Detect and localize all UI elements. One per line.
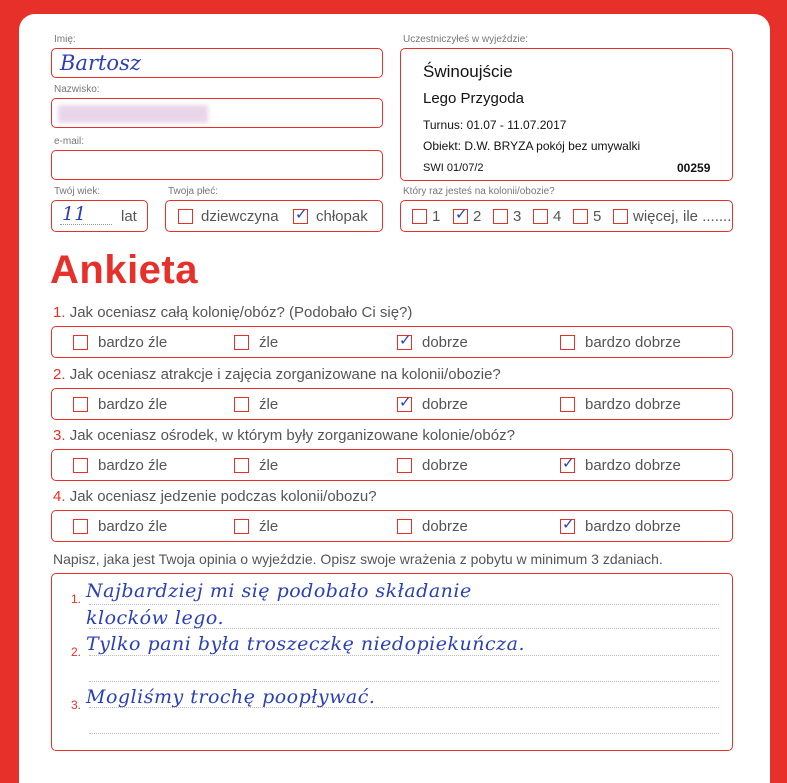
rating-checkbox[interactable] — [234, 397, 249, 412]
times-checkbox-3[interactable] — [493, 209, 508, 224]
answer-3: Mogliśmy trochę poopływać. — [86, 686, 376, 708]
question-number: 4. — [53, 488, 66, 505]
rating-option-label: bardzo dobrze — [585, 457, 681, 474]
rating-option-label: bardzo dobrze — [585, 518, 681, 535]
age-label: Twój wiek: — [54, 186, 101, 197]
rating-checkbox[interactable] — [560, 335, 575, 350]
question-text: Jak oceniasz ośrodek, w którym były zorganizowane kolonie/obóz? — [69, 427, 515, 444]
redacted-surname — [58, 105, 208, 123]
rating-row-3 — [51, 449, 733, 481]
age-unit: lat — [121, 208, 137, 225]
question-number: 3. — [53, 427, 66, 444]
question-number: 2. — [53, 366, 66, 383]
times-label: Który raz jesteś na kolonii/obozie? — [403, 186, 555, 197]
trip-number: 00259 — [677, 161, 711, 175]
rating-checkbox[interactable] — [234, 458, 249, 473]
answer-line — [89, 655, 719, 656]
rating-option-label: źle — [259, 457, 279, 474]
checkmark-icon: ✓ — [399, 331, 412, 349]
rating-checkbox[interactable] — [73, 458, 88, 473]
age-dotted-line — [60, 224, 112, 225]
rating-checkbox[interactable] — [73, 335, 88, 350]
question-4 — [53, 488, 377, 505]
times-option-more: więcej, ile ....... — [633, 208, 732, 225]
email-field[interactable] — [51, 150, 383, 180]
answer-number: 3. — [71, 698, 82, 712]
rating-option-label: bardzo źle — [98, 396, 168, 413]
times-field — [400, 200, 733, 232]
answer-1-continued: klocków lego. — [86, 607, 225, 629]
rating-checkbox[interactable] — [397, 519, 412, 534]
email-label: e-mail: — [54, 136, 85, 147]
rating-checkbox[interactable] — [73, 397, 88, 412]
rating-checkbox[interactable] — [397, 393, 412, 412]
name-label: Imię: — [54, 34, 76, 45]
rating-option-label: dobrze — [422, 334, 468, 351]
checkmark-icon: ✓ — [562, 454, 575, 472]
rating-option-label: źle — [259, 396, 279, 413]
question-2 — [53, 366, 501, 383]
question-number: 1. — [53, 304, 66, 321]
answer-line — [89, 604, 719, 605]
times-option-1: 1 — [432, 208, 441, 225]
rating-option-label: źle — [259, 518, 279, 535]
gender-option-boy: chłopak — [316, 208, 368, 225]
name-value: Bartosz — [60, 51, 141, 75]
rating-row-2 — [51, 388, 733, 420]
trip-obiekt: Obiekt: D.W. BRYZA pokój bez umywalki — [423, 139, 641, 153]
gender-checkbox-girl[interactable] — [178, 209, 193, 224]
times-option-5: 5 — [593, 208, 602, 225]
question-1 — [53, 304, 412, 321]
rating-row-1 — [51, 326, 733, 358]
rating-option-label: bardzo dobrze — [585, 334, 681, 351]
rating-row-4 — [51, 510, 733, 542]
question-text: Jak oceniasz atrakcje i zajęcia zorganizowane na kolonii/obozie? — [69, 366, 501, 383]
question-3 — [53, 427, 515, 444]
checkmark-icon: ✓ — [562, 515, 575, 533]
answer-line — [89, 681, 719, 682]
surname-field[interactable] — [51, 98, 383, 128]
rating-checkbox[interactable] — [560, 515, 575, 534]
trip-turnus: Turnus: 01.07 - 11.07.2017 — [423, 118, 567, 132]
rating-checkbox[interactable] — [234, 335, 249, 350]
answer-line — [89, 733, 719, 734]
rating-option-label: bardzo źle — [98, 334, 168, 351]
trip-label: Uczestniczyłeś w wyjeździe: — [403, 34, 529, 45]
question-text: Jak oceniasz całą kolonię/obóz? (Podobało Ci się?) — [69, 304, 413, 321]
times-checkbox-2[interactable] — [453, 205, 468, 224]
trip-camp: Lego Przygoda — [423, 90, 524, 107]
survey-title: Ankieta — [50, 248, 198, 292]
rating-option-label: bardzo źle — [98, 518, 168, 535]
surname-label: Nazwisko: — [54, 84, 100, 95]
rating-option-label: dobrze — [422, 396, 468, 413]
answer-1: Najbardziej mi się podobało składanie — [86, 580, 472, 602]
times-checkbox-more[interactable] — [613, 209, 628, 224]
rating-checkbox[interactable] — [560, 397, 575, 412]
rating-checkbox[interactable] — [397, 458, 412, 473]
rating-option-label: dobrze — [422, 457, 468, 474]
rating-checkbox[interactable] — [73, 519, 88, 534]
answer-number: 1. — [71, 592, 82, 606]
age-field[interactable] — [51, 200, 148, 232]
checkmark-icon: ✓ — [455, 205, 468, 223]
rating-option-label: dobrze — [422, 518, 468, 535]
trip-info-box — [400, 48, 733, 181]
times-checkbox-5[interactable] — [573, 209, 588, 224]
rating-option-label: bardzo dobrze — [585, 396, 681, 413]
answer-2: Tylko pani była troszeczkę niedopiekuńcza. — [86, 633, 525, 655]
gender-checkbox-boy[interactable] — [293, 205, 308, 224]
rating-option-label: bardzo źle — [98, 457, 168, 474]
times-checkbox-1[interactable] — [412, 209, 427, 224]
rating-option-label: źle — [259, 334, 279, 351]
rating-checkbox[interactable] — [234, 519, 249, 534]
gender-label: Twoja płeć: — [168, 186, 219, 197]
times-option-3: 3 — [513, 208, 522, 225]
times-checkbox-4[interactable] — [533, 209, 548, 224]
trip-city: Świnoujście — [423, 62, 513, 81]
rating-checkbox[interactable] — [397, 331, 412, 350]
times-option-2: 2 — [473, 208, 482, 225]
gender-field — [165, 200, 383, 232]
name-field[interactable] — [51, 48, 383, 78]
times-option-4: 4 — [553, 208, 562, 225]
rating-checkbox[interactable] — [560, 454, 575, 473]
opinion-prompt: Napisz, jaka jest Twoja opinia o wyjeździe. Opisz swoje wrażenia z pobytu w minimum 3 zdaniach. — [53, 551, 663, 567]
gender-option-girl: dziewczyna — [201, 208, 279, 225]
trip-code: SWI 01/07/2 — [423, 162, 484, 174]
answer-number: 2. — [71, 645, 82, 659]
question-text: Jak oceniasz jedzenie podczas kolonii/obozu? — [69, 488, 377, 505]
age-value: 11 — [62, 203, 87, 225]
checkmark-icon: ✓ — [399, 393, 412, 411]
checkmark-icon: ✓ — [295, 205, 308, 223]
